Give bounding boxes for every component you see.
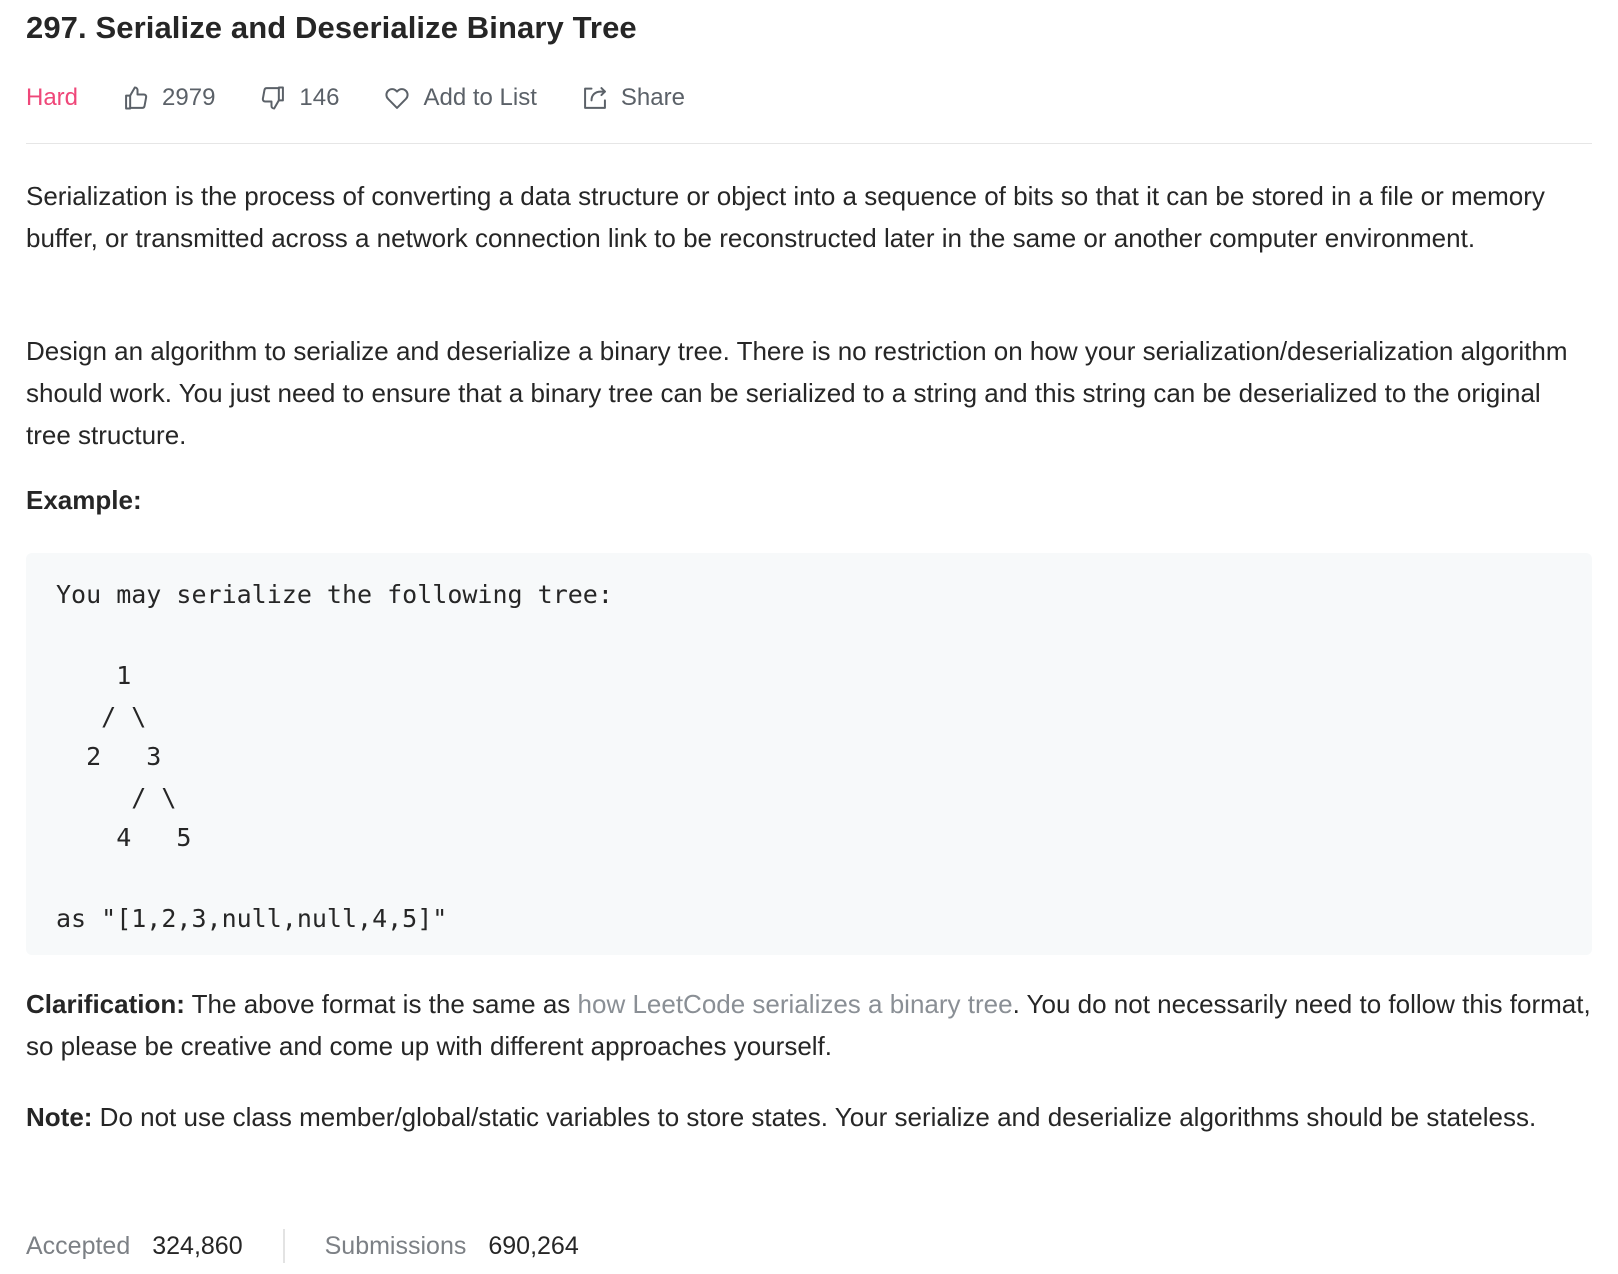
submissions-value: 690,264 — [488, 1231, 579, 1260]
clarification-paragraph — [26, 983, 1592, 1067]
dislike-button[interactable] — [259, 84, 339, 112]
accepted-value: 324,860 — [152, 1231, 243, 1260]
example-code-block: You may serialize the following tree: 1 / \ 2 3 / \ 4 5 as "[1,2,3,null,null,4,5]" — [26, 553, 1592, 955]
accepted-label: Accepted — [26, 1231, 131, 1260]
thumbs-down-icon — [259, 84, 287, 112]
problem-meta-bar — [26, 78, 729, 118]
add-to-list-button[interactable] — [383, 84, 536, 112]
stats-divider — [283, 1229, 285, 1263]
problem-title: 297. Serialize and Deserialize Binary Tree — [26, 10, 637, 45]
difficulty-badge: Hard — [26, 84, 79, 111]
like-button[interactable] — [122, 84, 215, 112]
share-icon — [581, 84, 609, 112]
thumbs-up-icon — [122, 84, 150, 112]
share-button[interactable] — [581, 84, 685, 112]
note-text: Do not use class member/global/static variables to store states. Your serialize and deserialize algorithms should be stateless. — [92, 1102, 1537, 1132]
note-paragraph — [26, 1096, 1592, 1138]
header-divider — [26, 143, 1592, 144]
dislike-count: 146 — [299, 84, 340, 111]
like-count: 2979 — [162, 84, 216, 111]
serialization-format-link[interactable]: how LeetCode serializes a binary tree — [577, 989, 1013, 1019]
description-paragraph-2: Design an algorithm to serialize and deserialize a binary tree. There is no restriction on how your serialization/deserialization algorithm should work. You just need to ensure that a binary tree can be serialized to a string and this string can be deserialized to the original tree structure. — [26, 336, 1568, 450]
submission-stats — [26, 1226, 579, 1266]
submissions-label: Submissions — [324, 1231, 467, 1260]
example-heading: Example: — [26, 485, 142, 515]
add-to-list-label: Add to List — [423, 84, 537, 111]
share-label: Share — [620, 84, 685, 111]
clarification-text-pre: The above format is the same as — [184, 989, 578, 1019]
note-label: Note: — [26, 1102, 93, 1132]
clarification-text-post: . You do not necessarily need to follow this format, so please be creative and come up with different approaches yourself. — [26, 989, 1591, 1061]
description-paragraph-1: Serialization is the process of converting a data structure or object into a sequence of bits so that it can be stored in a file or memory buffer, or transmitted across a network connection link to be reconstructed later in the same or another computer environment. — [26, 181, 1545, 253]
heart-icon — [383, 84, 411, 112]
clarification-label: Clarification: — [26, 989, 185, 1019]
